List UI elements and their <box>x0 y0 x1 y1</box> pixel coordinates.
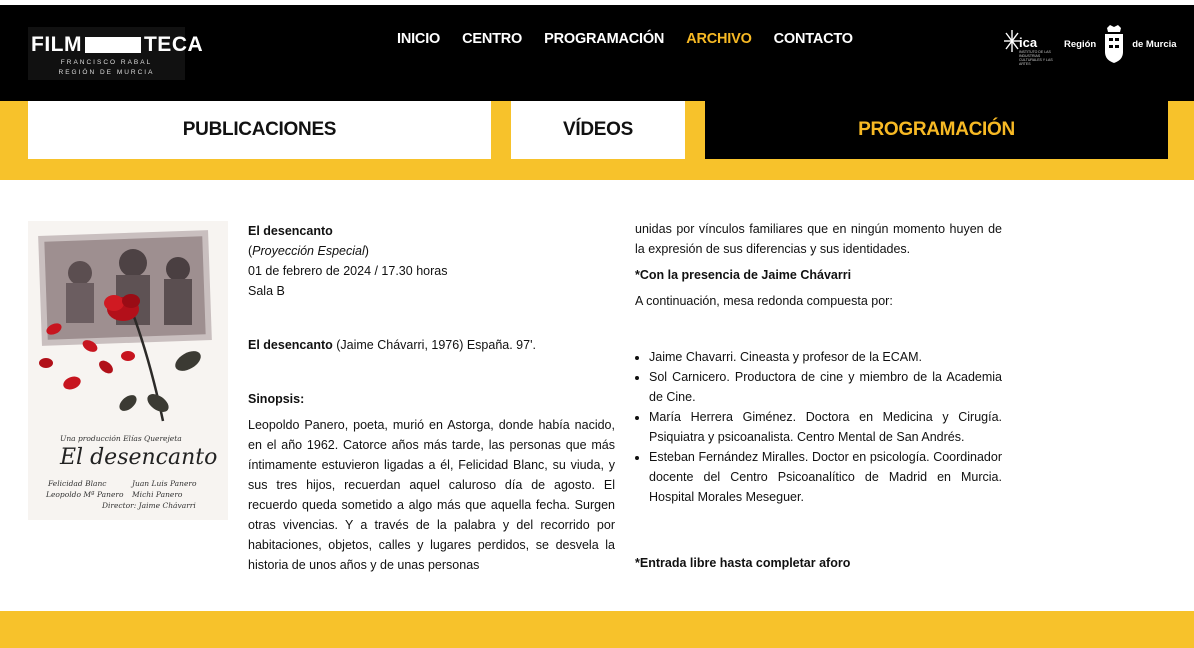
presence-note: *Con la presencia de Jaime Chávarri <box>635 268 852 282</box>
logo-film-strip <box>85 37 141 53</box>
event-type-line: (Proyección Especial) <box>248 244 369 258</box>
event-details-column <box>248 221 615 575</box>
entry-note: *Entrada libre hasta completar aforo <box>635 556 851 570</box>
footer-band <box>0 611 1194 648</box>
panelist-item: • María Herrera Giménez. Doctora en Medicina y Cirugía. Psiquiatra y psicoanalista. Centro Mental de San Andrés. <box>649 407 1002 447</box>
event-room: Sala B <box>248 284 285 298</box>
logo-wordmark <box>31 33 203 57</box>
main-nav <box>397 31 875 47</box>
poster-cast-1: Felicidad Blanc <box>48 479 107 488</box>
logo-word-left: FILM <box>31 33 82 56</box>
tab-programacion[interactable]: PROGRAMACIÓN <box>705 101 1168 159</box>
film-credits <box>248 335 615 355</box>
film-poster <box>28 221 228 520</box>
panelist-item: • Jaime Chavarri. Cineasta y profesor de la ECAM. <box>649 347 1002 367</box>
event-type: Proyección Especial <box>252 244 365 258</box>
film-details: (Jaime Chávarri, 1976) España. 97'. <box>336 338 536 352</box>
tab-videos[interactable]: VÍDEOS <box>511 101 685 159</box>
region-suffix: de Murcia <box>1132 38 1177 50</box>
region-murcia-logo[interactable] <box>1064 24 1177 64</box>
poster-cast-3: Leopoldo Mª Panero <box>46 490 124 499</box>
event-extra-column <box>635 219 1002 573</box>
nav-programacion[interactable]: PROGRAMACIÓN <box>544 31 665 47</box>
panelist-list <box>635 347 1002 507</box>
synopsis-continued: unidas por vínculos familiares que en ningún momento huyen de la expresión de sus diferencias y sus identidades. <box>635 222 1002 256</box>
ica-logo[interactable] <box>1003 28 1059 64</box>
panelist-item: • Sol Carnicero. Productora de cine y miembro de la Academia de Cine. <box>649 367 1002 407</box>
nav-contacto[interactable]: CONTACTO <box>773 31 853 47</box>
poster-cast-4: Michi Panero <box>132 490 183 499</box>
poster-director: Director: Jaime Chávarri <box>102 501 196 510</box>
poster-production: Una producción Elías Querejeta <box>60 434 182 443</box>
poster-cast-2: Juan Luis Panero <box>132 479 197 488</box>
nav-centro[interactable]: CENTRO <box>462 31 523 47</box>
nav-archivo[interactable]: ARCHIVO <box>686 31 752 47</box>
event-datetime: 01 de febrero de 2024 / 17.30 horas <box>248 264 448 278</box>
synopsis-heading: Sinopsis: <box>248 392 305 406</box>
logo-subtitle-1: FRANCISCO RABAL <box>60 59 153 66</box>
round-table-intro: A continuación, mesa redonda compuesta por: <box>635 294 893 308</box>
tab-publicaciones[interactable]: PUBLICACIONES <box>28 101 491 159</box>
film-title: El desencanto <box>248 338 333 352</box>
ica-wordmark: ica <box>1019 35 1038 50</box>
synopsis-text: Leopoldo Panero, poeta, murió en Astorga, donde había nacido, en el año 1962. Catorce años más tarde, las personas que más íntimamente estuvieron ligadas a él, Felicidad Blanc, su viuda, y sus tres hijos, recuerdan aquel caluroso día de agosto. El recuerdo queda sometido a algo más que aquella fecha. Surgen otras vivencias. Y a través de la palabra y del recorrido por habitaciones, objetos, calles y lugares perdidos, se desvela la historia de unos años y de unas personas <box>248 418 615 572</box>
logo-subtitle-2: REGIÓN DE MURCIA <box>58 69 155 76</box>
filmoteca-logo[interactable] <box>28 27 204 80</box>
region-label: Región <box>1064 38 1097 50</box>
coat-of-arms-icon <box>1102 24 1126 64</box>
panelist-item: • Esteban Fernández Miralles. Doctor en psicología. Coordinador docente del Centro Psicoanalítico de Madrid en Murcia. Hospital Morales Meseguer. <box>649 447 1002 507</box>
logo-word-right: TECA <box>143 33 204 56</box>
poster-title: El desencanto <box>60 445 218 470</box>
nav-inicio[interactable]: INICIO <box>397 31 441 47</box>
ica-subtitle: INSTITUTO DE LAS INDUSTRIAS CULTURALES Y LAS ARTES <box>1019 50 1053 66</box>
poster-artwork <box>28 221 228 520</box>
event-title: El desencanto <box>248 224 333 238</box>
